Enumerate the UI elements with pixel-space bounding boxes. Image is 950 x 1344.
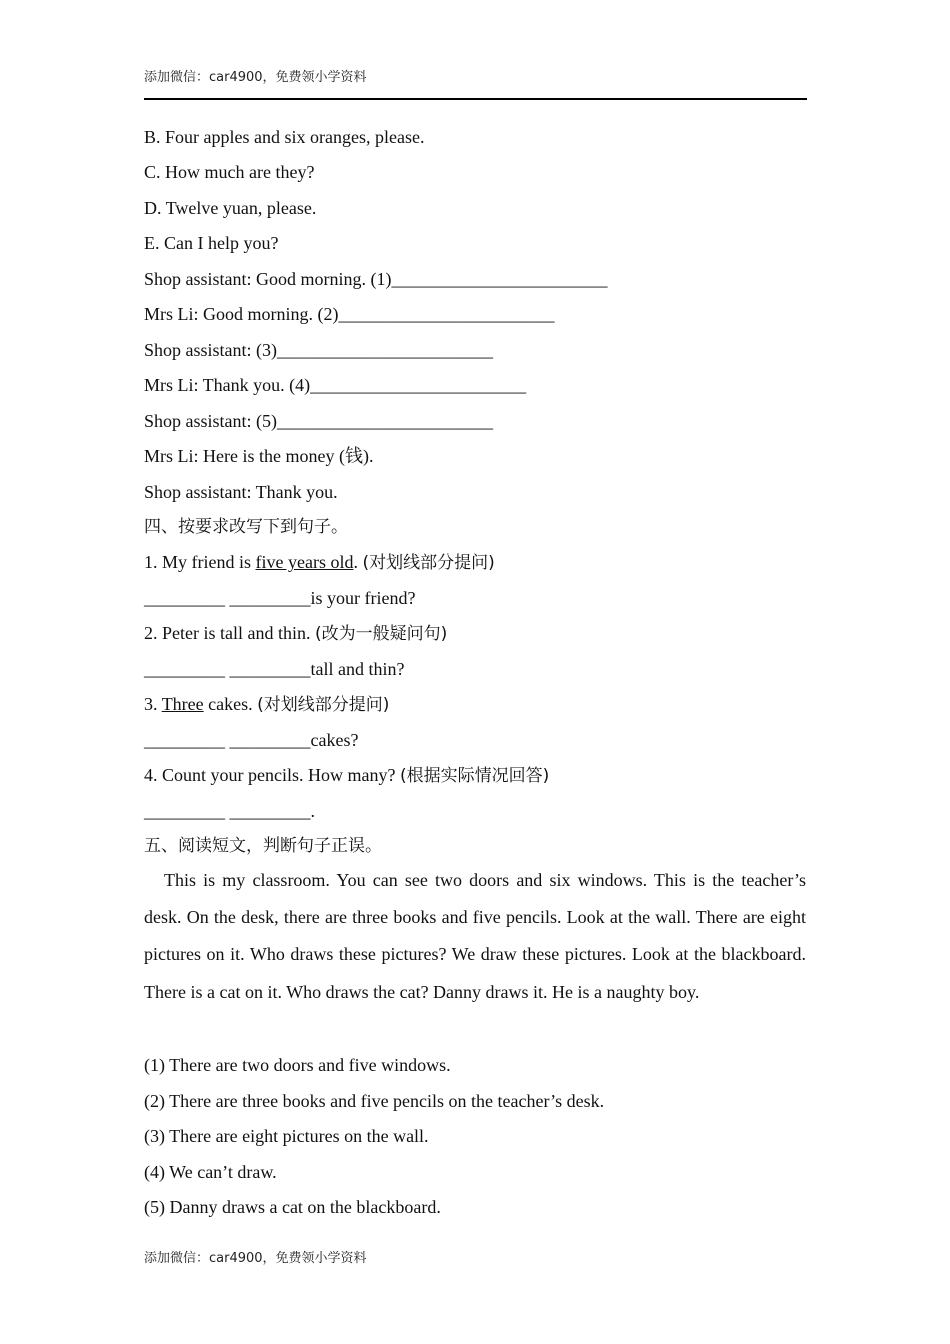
question-2 (144, 622, 447, 645)
statement-1: (1) There are two doors and five windows. (144, 1055, 451, 1075)
answer-2-blanks: _________ _________tall and thin? (144, 659, 405, 679)
question-2-text: 2. Peter is tall and thin. (144, 623, 315, 643)
section-4-title: 四、按要求改写下到句子。 (144, 517, 348, 537)
question-1-text: 1. My friend is (144, 552, 256, 572)
option-b: B. Four apples and six oranges, please. (144, 127, 425, 147)
question-3 (144, 693, 389, 716)
section-5-title: 五、阅读短文，判断句子正误。 (144, 836, 382, 856)
dialogue-line-5: Shop assistant: (5)________________________ (144, 411, 493, 431)
page-footer-watermark: 添加微信：car4900，免费领小学资料 (144, 1251, 367, 1266)
question-4-text: 4. Count your pencils. How many? (144, 765, 400, 785)
dialogue-line-1: Shop assistant: Good morning. (1)________________________ (144, 269, 608, 289)
dialogue-line-2: Mrs Li: Good morning. (2)________________________ (144, 304, 555, 324)
question-1-post: . (353, 552, 363, 572)
statement-5: (5) Danny draws a cat on the blackboard. (144, 1197, 441, 1217)
option-d: D. Twelve yuan, please. (144, 198, 317, 218)
question-1-note: (对划线部分提问) (362, 553, 495, 573)
statement-4: (4) We can’t draw. (144, 1162, 277, 1182)
question-1 (144, 551, 495, 574)
question-1-underlined: five years old (255, 552, 354, 572)
answer-3-blanks: _________ _________cakes? (144, 730, 359, 750)
question-2-note: (改为一般疑问句) (314, 624, 448, 644)
answer-1-blanks: _________ _________is your friend? (144, 588, 416, 608)
option-e: E. Can I help you? (144, 233, 279, 253)
dialogue-line-4: Mrs Li: Thank you. (4)________________________ (144, 375, 527, 395)
question-4 (144, 764, 549, 787)
header-divider (144, 98, 807, 100)
question-3-post: cakes. (203, 694, 258, 714)
question-3-underlined: Three (161, 694, 204, 714)
dialogue-line-6: Mrs Li: Here is the money (钱). (144, 446, 374, 466)
statement-3: (3) There are eight pictures on the wall. (144, 1126, 429, 1146)
answer-4-blanks: _________ _________. (144, 801, 315, 821)
dialogue-line-3: Shop assistant: (3)________________________ (144, 340, 493, 360)
option-c: C. How much are they? (144, 162, 315, 182)
question-3-text: 3. (144, 694, 162, 714)
statement-2: (2) There are three books and five pencils on the teacher’s desk. (144, 1091, 605, 1111)
page-header-watermark: 添加微信：car4900，免费领小学资料 (144, 70, 367, 85)
dialogue-line-7: Shop assistant: Thank you. (144, 482, 338, 502)
question-3-note: (对划线部分提问) (257, 695, 390, 715)
reading-passage: This is my classroom. You can see two doors and six windows. This is the teacher’s desk. On the desk, there are three books and five pencils. Look at the wall. There are eight pictures on it. Who draws these pictures? We draw these pictures. Look at the blackboard. There is a cat on it. Who draws the cat? Danny draws it. He is a naughty boy. (144, 870, 806, 1002)
question-4-note: (根据实际情况回答) (399, 766, 550, 786)
